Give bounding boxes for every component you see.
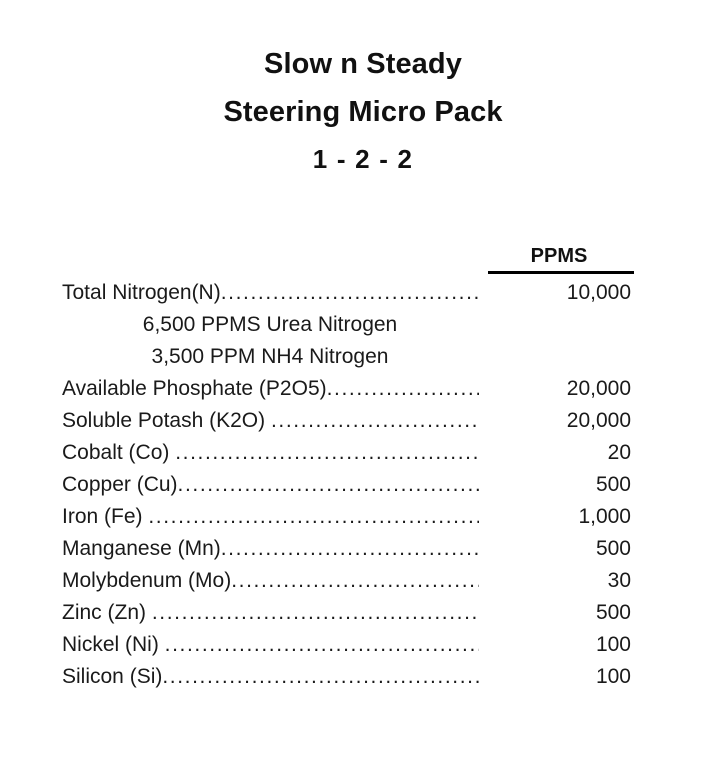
nutrient-value: 20	[607, 441, 631, 464]
nutrient-value: 20,000	[566, 377, 631, 400]
nutrient-name: Copper (Cu)	[62, 473, 178, 496]
dot-leader	[221, 277, 479, 309]
nutrient-row	[62, 501, 634, 533]
table-header-row	[62, 244, 634, 274]
nutrient-row	[62, 533, 634, 565]
analysis-rows	[62, 277, 634, 693]
nutrient-row	[62, 437, 634, 469]
dot-leader	[148, 501, 479, 533]
npk-grade: 1 - 2 - 2	[312, 144, 414, 174]
nutrient-value: 100	[595, 633, 631, 656]
nutrient-name: Iron (Fe)	[62, 505, 149, 528]
nutrient-row	[62, 661, 634, 693]
column-header-ppms: PPMS	[530, 245, 588, 267]
dot-leader	[327, 373, 479, 405]
nutrient-row	[62, 373, 634, 405]
dot-leader	[231, 565, 479, 597]
dot-leader	[178, 469, 479, 501]
dot-leader	[271, 405, 479, 437]
product-title-line-1: Slow n Steady	[264, 48, 462, 80]
nutrient-row	[62, 597, 634, 629]
nutrient-name: Manganese (Mn)	[62, 537, 221, 560]
nutrient-value: 500	[595, 473, 631, 496]
nutrient-name: Silicon (Si)	[62, 665, 163, 688]
nutrient-row	[62, 565, 634, 597]
nitrogen-breakdown-line: 3,500 PPM NH4 Nitrogen	[151, 345, 389, 368]
nutrient-row	[62, 277, 634, 309]
nutrient-row	[62, 405, 634, 437]
nitrogen-breakdown-line: 6,500 PPMS Urea Nitrogen	[142, 313, 398, 336]
dot-leader	[162, 661, 479, 693]
dot-leader	[152, 597, 479, 629]
nutrient-value: 20,000	[566, 409, 631, 432]
nutrient-row	[62, 629, 634, 661]
nutrient-value: 500	[595, 537, 631, 560]
nutrient-value: 1,000	[578, 505, 631, 528]
nutrient-row	[62, 469, 634, 501]
product-title-line-2: Steering Micro Pack	[223, 96, 503, 128]
dot-leader	[165, 629, 479, 661]
nutrient-name: Soluble Potash (K2O)	[62, 409, 271, 432]
nutrient-value: 30	[607, 569, 631, 592]
nutrient-name: Available Phosphate (P2O5)	[62, 377, 327, 400]
nutrient-name: Zinc (Zn)	[62, 601, 152, 624]
nutrient-value: 10,000	[566, 281, 631, 304]
nutrient-name: Nickel (Ni)	[62, 633, 165, 656]
nutrient-name: Molybdenum (Mo)	[62, 569, 232, 592]
nutrient-value: 100	[595, 665, 631, 688]
nutrient-value: 500	[595, 601, 631, 624]
dot-leader	[221, 533, 479, 565]
nutrient-name: Cobalt (Co)	[62, 441, 176, 464]
header-underline-rule	[488, 271, 634, 274]
nutrient-name: Total Nitrogen(N)	[62, 281, 221, 304]
dot-leader	[175, 437, 479, 469]
guaranteed-analysis-table	[62, 244, 634, 693]
product-title-block	[0, 40, 726, 182]
